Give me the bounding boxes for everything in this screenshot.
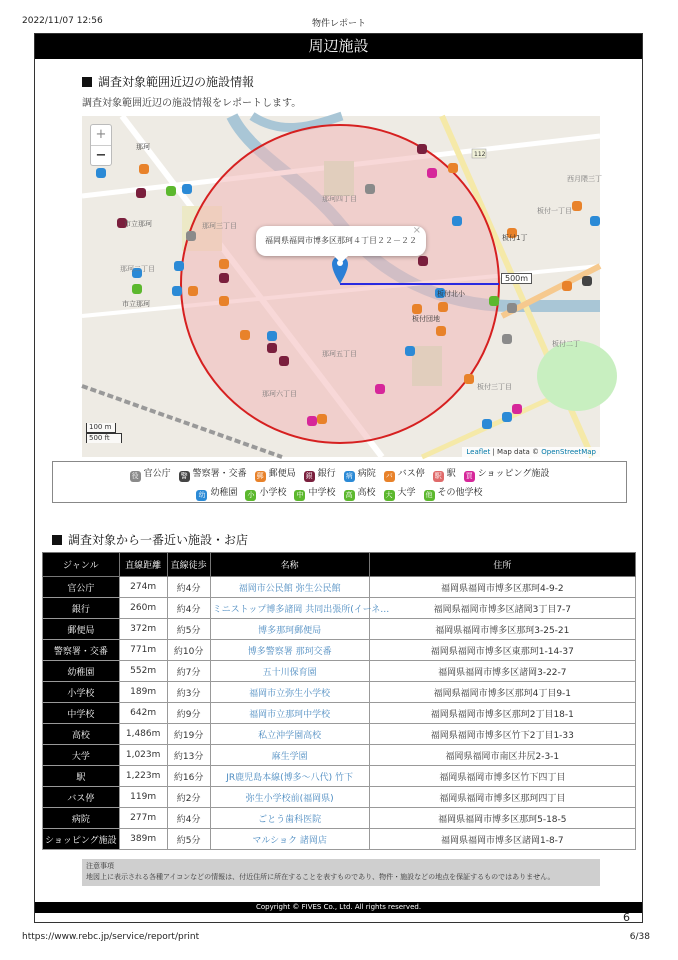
genre-cell: 駅 — [43, 766, 120, 787]
government-office-pin-icon — [186, 231, 196, 241]
legend-item — [245, 485, 286, 501]
report-page — [34, 33, 643, 923]
distance-cell: 260m — [119, 598, 167, 619]
osm-link[interactable]: OpenStreetMap — [541, 448, 596, 456]
place-label-itazuke-1: 板付一丁目 — [537, 207, 572, 215]
section-heading-nearest — [52, 531, 248, 548]
park — [537, 341, 617, 411]
section-heading-text: 調査対象範囲近辺の施設情報 — [98, 75, 255, 89]
junior-high-pin-icon — [132, 284, 142, 294]
bank-pin-icon — [219, 273, 229, 283]
bus-stop-pin-icon — [448, 163, 458, 173]
notice-box — [82, 859, 600, 886]
government-office-icon: 役 — [131, 472, 139, 480]
legend-item — [179, 466, 247, 482]
address-cell: 福岡県福岡市博多区那珂4丁目9-1 — [369, 682, 635, 703]
facility-name-link[interactable]: JR鹿児島本線(博多～八代) 竹下 — [210, 766, 369, 787]
table-row — [43, 787, 636, 808]
address-cell: 福岡県福岡市博多区諸岡3丁目7-7 — [369, 598, 635, 619]
legend-label: 官公庁 — [143, 469, 171, 479]
column-header-walk: 直線徒歩 — [167, 553, 210, 577]
address-cell: 福岡県福岡市博多区東那珂1-14-37 — [369, 640, 635, 661]
police-icon: 警 — [180, 472, 188, 480]
page-title: 周辺施設 — [35, 34, 642, 59]
table-row — [43, 619, 636, 640]
zoom-control — [90, 124, 112, 166]
address-cell: 福岡県福岡市南区井尻2-3-1 — [369, 745, 635, 766]
zoom-in-button[interactable]: + — [95, 127, 107, 142]
other-school-icon: 他 — [425, 491, 433, 499]
facility-name-link[interactable]: 福岡市立弥生小学校 — [210, 682, 369, 703]
legend-item — [130, 466, 171, 482]
bus-stop-pin-icon — [240, 330, 250, 340]
table-row — [43, 598, 636, 619]
document-title: 物件レポート — [311, 19, 366, 29]
walk-time-cell: 約13分 — [167, 745, 210, 766]
walk-time-cell: 約19分 — [167, 724, 210, 745]
place-label-naka-5: 那珂五丁目 — [322, 350, 357, 358]
legend-label: 郵便局 — [268, 469, 296, 479]
bank-pin-icon — [417, 144, 427, 154]
table-header-row — [43, 553, 636, 577]
place-label-naka-4: 那珂四丁目 — [322, 195, 357, 203]
address-cell: 福岡県福岡市博多区那珂四丁目 — [369, 787, 635, 808]
map-legend — [52, 461, 627, 503]
legend-label: 病院 — [357, 469, 376, 479]
copyright: Copyright © FIVES Co., Ltd. All rights reserved. — [35, 902, 642, 913]
bank-pin-icon — [418, 256, 428, 266]
elementary-school-icon: 小 — [247, 491, 255, 499]
legend-label: 小学校 — [259, 488, 287, 498]
high-school-icon: 高 — [345, 491, 353, 499]
post-office-pin-icon — [562, 281, 572, 291]
legend-label: 中学校 — [308, 488, 336, 498]
route-number: 112 — [474, 151, 486, 158]
distance-cell: 372m — [119, 619, 167, 640]
legend-label: バス停 — [397, 469, 425, 479]
legend-item — [344, 466, 376, 482]
genre-cell: 警察署・交番 — [43, 640, 120, 661]
place-label-naka: 那珂 — [136, 143, 150, 151]
table-row — [43, 682, 636, 703]
facility-name-link[interactable]: 福岡市公民館 弥生公民館 — [210, 577, 369, 598]
hospital-pin-icon — [452, 216, 462, 226]
attribution-separator: | Map data © — [490, 448, 542, 456]
legend-item — [464, 466, 550, 482]
legend-item — [433, 466, 456, 482]
elementary-school-pin-icon — [166, 186, 176, 196]
notice-text: 地図上に表示される各種アイコンなどの情報は、付近住所に所在することを表すものであり、物件・施設などの地点を保証するものではありません。 — [86, 873, 555, 881]
walk-time-cell: 約9分 — [167, 703, 210, 724]
bus-stop-pin-icon — [572, 201, 582, 211]
genre-cell: 郵便局 — [43, 619, 120, 640]
address-cell: 福岡県福岡市博多区那珂2丁目18-1 — [369, 703, 635, 724]
place-label-itazuke-2: 板付二丁 — [552, 340, 580, 348]
facility-name-link[interactable]: 弥生小学校前(福岡県) — [210, 787, 369, 808]
table-row — [43, 766, 636, 787]
place-label-naka-junior: 市立那珂 — [122, 300, 150, 308]
legend-item — [196, 485, 237, 501]
map-attribution — [462, 447, 600, 457]
shopping-icon: 買 — [465, 472, 473, 480]
section-heading-nearby — [82, 73, 254, 90]
shopping-pin-icon — [375, 384, 385, 394]
hospital-pin-icon — [267, 331, 277, 341]
facility-name-link[interactable]: 博多那珂郵便局 — [210, 619, 369, 640]
walk-time-cell: 約5分 — [167, 619, 210, 640]
bank-icon: 銀 — [305, 472, 313, 480]
table-row — [43, 577, 636, 598]
address-cell: 福岡県福岡市博多区那珂3-25-21 — [369, 619, 635, 640]
nearest-facility-table — [42, 552, 636, 850]
legend-item — [255, 466, 296, 482]
place-label-naka-elementary: 市立那珂 — [124, 220, 152, 228]
distance-cell: 771m — [119, 640, 167, 661]
legend-item — [304, 466, 336, 482]
address-cell: 福岡県福岡市博多区竹下四丁目 — [369, 766, 635, 787]
facility-name-link[interactable]: 五十川保育園 — [210, 661, 369, 682]
print-header — [0, 16, 678, 30]
shopping-pin-icon — [512, 404, 522, 414]
address-cell: 福岡県福岡市博多区那珂4-9-2 — [369, 577, 635, 598]
genre-cell: 大学 — [43, 745, 120, 766]
genre-cell: 小学校 — [43, 682, 120, 703]
facility-name-link[interactable]: ごとう歯科医院 — [210, 808, 369, 829]
bank-pin-icon — [136, 188, 146, 198]
place-label-itazuke-kita: 板付北小 — [437, 290, 465, 298]
elementary-school-pin-icon — [489, 296, 499, 306]
post-office-icon: 郵 — [256, 472, 264, 480]
walk-time-cell: 約3分 — [167, 682, 210, 703]
legend-label: 高校 — [357, 488, 376, 498]
genre-cell: ショッピング施設 — [43, 829, 120, 850]
section-heading-text: 調査対象から一番近い施設・お店 — [68, 533, 249, 547]
bus-stop-pin-icon — [139, 164, 149, 174]
table-body — [43, 577, 636, 850]
column-header-name: 名称 — [210, 553, 369, 577]
facility-name-link[interactable]: マルショク 諸岡店 — [210, 829, 369, 850]
distance-cell: 119m — [119, 787, 167, 808]
distance-cell: 274m — [119, 577, 167, 598]
legend-item — [294, 485, 335, 501]
print-url: https://www.rebc.jp/service/report/print — [22, 932, 200, 942]
shopping-pin-icon — [427, 168, 437, 178]
hospital-pin-icon — [174, 261, 184, 271]
place-label-naka-6: 那珂六丁目 — [262, 390, 297, 398]
legend-label: 大学 — [397, 488, 416, 498]
scale-metric: 100 m — [86, 423, 116, 433]
genre-cell: 幼稚園 — [43, 661, 120, 682]
bus-stop-pin-icon — [317, 414, 327, 424]
place-label-itazuke-danchi: 板付団地 — [412, 315, 440, 323]
hospital-pin-icon — [482, 419, 492, 429]
bus-stop-pin-icon — [188, 286, 198, 296]
section-description: 調査対象範囲近辺の施設情報をレポートします。 — [82, 98, 302, 109]
facility-name-link[interactable]: 博多警察署 那珂交番 — [210, 640, 369, 661]
square-bullet-icon — [52, 535, 62, 545]
popup-close-button[interactable]: × — [412, 225, 421, 236]
table-row — [43, 745, 636, 766]
walk-time-cell: 約2分 — [167, 787, 210, 808]
legend-item — [344, 485, 376, 501]
print-page-count: 6/38 — [629, 932, 650, 942]
kindergarten-icon: 幼 — [198, 491, 206, 499]
genre-cell: 銀行 — [43, 598, 120, 619]
junior-high-school-icon: 中 — [296, 491, 304, 499]
legend-label: 駅 — [446, 469, 456, 479]
radius-label: 500m — [501, 273, 532, 284]
address-cell: 福岡県福岡市博多区諸岡3-22-7 — [369, 661, 635, 682]
map-canvas — [82, 116, 600, 457]
column-header-genre: ジャンル — [43, 553, 120, 577]
distance-cell: 189m — [119, 682, 167, 703]
walk-time-cell: 約10分 — [167, 640, 210, 661]
kindergarten-pin-icon — [502, 412, 512, 422]
legend-item — [424, 485, 483, 501]
distance-cell: 389m — [119, 829, 167, 850]
place-label-itazuke-1chome: 板付1丁 — [502, 234, 528, 242]
legend-item — [384, 466, 425, 482]
legend-label: 幼稚園 — [210, 488, 238, 498]
table-row — [43, 661, 636, 682]
government-office-pin-icon — [507, 303, 517, 313]
genre-cell: 病院 — [43, 808, 120, 829]
walk-time-cell: 約4分 — [167, 577, 210, 598]
walk-time-cell: 約7分 — [167, 661, 210, 682]
facility-name-link[interactable]: 福岡市立那珂中学校 — [210, 703, 369, 724]
hospital-pin-icon — [172, 286, 182, 296]
legend-row-1 — [53, 466, 626, 482]
legend-item — [384, 485, 416, 501]
station-icon: 駅 — [434, 472, 442, 480]
bus-stop-pin-icon — [436, 326, 446, 336]
distance-cell: 1,023m — [119, 745, 167, 766]
genre-cell: 中学校 — [43, 703, 120, 724]
distance-cell: 1,486m — [119, 724, 167, 745]
map[interactable] — [82, 116, 600, 457]
post-office-pin-icon — [219, 296, 229, 306]
place-label-nishitsukiguma: 西月隈三丁 — [567, 175, 602, 183]
distance-cell: 642m — [119, 703, 167, 724]
government-office-pin-icon — [365, 184, 375, 194]
hospital-icon: 病 — [345, 472, 353, 480]
zoom-out-button[interactable]: − — [91, 145, 111, 166]
government-office-pin-icon — [502, 334, 512, 344]
legend-row-2 — [53, 485, 626, 501]
genre-cell: バス停 — [43, 787, 120, 808]
bus-stop-pin-icon — [438, 302, 448, 312]
genre-cell: 高校 — [43, 724, 120, 745]
facility-name-link[interactable]: 麻生学園 — [210, 745, 369, 766]
bus-stop-pin-icon — [464, 374, 474, 384]
map-scale-bar — [86, 423, 122, 443]
table-row — [43, 829, 636, 850]
legend-label: 銀行 — [317, 469, 336, 479]
legend-label: ショッピング施設 — [477, 469, 550, 479]
police-pin-icon — [582, 276, 592, 286]
address-cell: 福岡県福岡市博多区諸岡1-8-7 — [369, 829, 635, 850]
address-cell: 福岡県福岡市博多区那珂5-18-5 — [369, 808, 635, 829]
place-label-naka-2: 那珂二丁目 — [120, 265, 155, 273]
walk-time-cell: 約5分 — [167, 829, 210, 850]
legend-label: 警察署・交番 — [192, 469, 247, 479]
walk-time-cell: 約4分 — [167, 808, 210, 829]
legend-label: その他学校 — [437, 488, 483, 498]
column-header-address: 住所 — [369, 553, 635, 577]
hospital-pin-icon — [590, 216, 600, 226]
hospital-pin-icon — [405, 346, 415, 356]
leaflet-link[interactable]: Leaflet — [466, 448, 491, 456]
address-popup — [256, 226, 426, 256]
distance-cell: 1,223m — [119, 766, 167, 787]
bank-pin-icon — [279, 356, 289, 366]
scale-imperial: 500 ft — [86, 433, 122, 443]
print-datetime: 2022/11/07 12:56 — [22, 16, 103, 26]
kindergarten-pin-icon — [96, 168, 106, 178]
table-row — [43, 640, 636, 661]
distance-cell: 277m — [119, 808, 167, 829]
table-row — [43, 703, 636, 724]
notice-title: 注意事項 — [86, 862, 114, 870]
university-icon: 大 — [385, 491, 393, 499]
place-label-itazuke-3: 板付三丁目 — [477, 383, 512, 391]
shopping-pin-icon — [307, 416, 317, 426]
place-label-naka-3: 那珂三丁目 — [202, 222, 237, 230]
popup-address: 福岡県福岡市博多区那珂４丁目２２－２２ — [265, 236, 417, 245]
distance-cell: 552m — [119, 661, 167, 682]
facility-name-link[interactable]: ミニストップ博多諸岡 共同出張所(イーネ… — [210, 598, 369, 619]
kindergarten-pin-icon — [182, 184, 192, 194]
genre-cell: 官公庁 — [43, 577, 120, 598]
column-header-distance: 直線距離 — [119, 553, 167, 577]
walk-time-cell: 約4分 — [167, 598, 210, 619]
facility-name-link[interactable]: 私立沖学園高校 — [210, 724, 369, 745]
walk-time-cell: 約16分 — [167, 766, 210, 787]
square-bullet-icon — [82, 77, 92, 87]
table-row — [43, 808, 636, 829]
address-cell: 福岡県福岡市博多区竹下2丁目1-33 — [369, 724, 635, 745]
bus-stop-icon: バ — [385, 472, 393, 480]
bus-stop-pin-icon — [412, 304, 422, 314]
table-row — [43, 724, 636, 745]
bank-pin-icon — [267, 343, 277, 353]
page-number: 6 — [623, 911, 630, 924]
bus-stop-pin-icon — [219, 259, 229, 269]
